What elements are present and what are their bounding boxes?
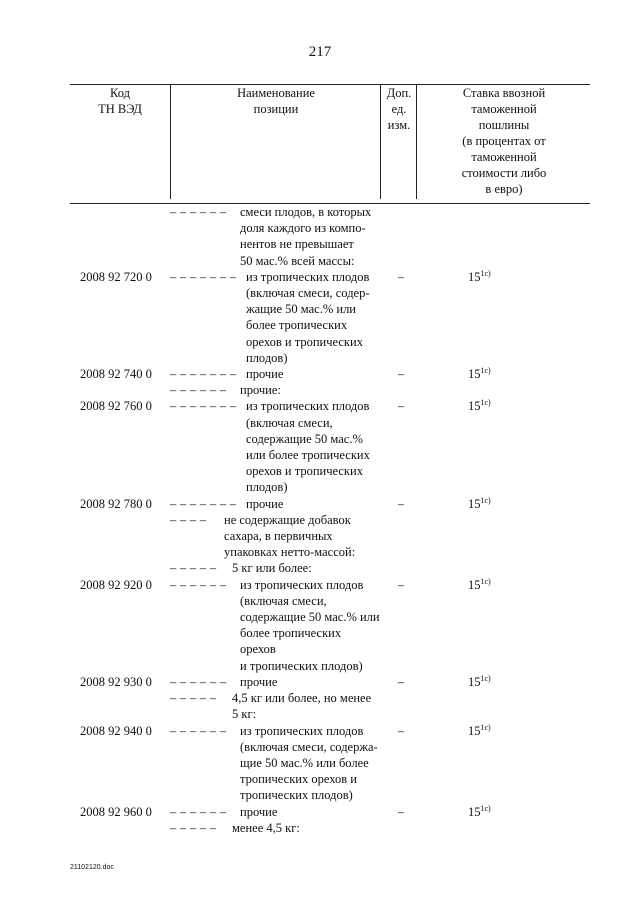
row-rate: [468, 723, 528, 739]
row-dashes: – – – – –: [170, 691, 217, 706]
row-description: [170, 269, 380, 366]
row-description: [170, 512, 380, 561]
row-code: 2008 92 780 0: [80, 496, 152, 511]
row-text: из тропических плодов (включая смеси, содер- жащие 50 мас.% или более тропических орехов и тропических плодов): [246, 269, 370, 365]
row-dashes: – – – – –: [170, 561, 217, 576]
row-description: [170, 820, 380, 836]
row-rate-value: 15: [468, 577, 481, 592]
row-unit: –: [397, 496, 405, 511]
row-rate: [468, 398, 528, 414]
row-text: из тропических плодов (включая смеси, содержа- щие 50 мас.% или более тропических орехов и тропических плодов): [240, 723, 378, 803]
header-rate-label: Ставка ввозной таможенной пошлины (в процентах от таможенной стоимости либо в евро): [461, 86, 547, 196]
row-description: [170, 204, 380, 269]
header-name-label: Наименование позиции: [237, 86, 315, 116]
row-description: [170, 674, 380, 690]
row-rate-note: 1с): [480, 366, 491, 376]
row-rate-note: 1с): [480, 803, 491, 813]
table-row: [70, 577, 590, 674]
row-rate-note: 1с): [480, 673, 491, 683]
row-rate: [468, 577, 528, 593]
row-rate-value: 15: [468, 399, 481, 414]
table-row: [70, 366, 590, 382]
row-dashes: – – – – – –: [170, 804, 227, 819]
row-code: 2008 92 740 0: [80, 367, 152, 382]
table-row: [70, 512, 590, 561]
header-rate: [416, 85, 591, 199]
header-code-label: Код ТН ВЭД: [98, 86, 142, 116]
row-rate-value: 15: [468, 804, 481, 819]
row-description: [170, 398, 380, 495]
row-rate-value: 15: [468, 269, 481, 284]
header-code: [70, 85, 170, 117]
row-code: 2008 92 920 0: [80, 577, 152, 592]
row-dashes: – – – – – – –: [170, 496, 237, 511]
row-dashes: – – – – – – –: [170, 269, 237, 284]
table-row: [70, 690, 590, 722]
row-description: [170, 560, 380, 576]
table-row: [70, 723, 590, 804]
row-rate: [468, 674, 528, 690]
row-rate-note: 1с): [480, 268, 491, 278]
row-code: 2008 92 760 0: [80, 399, 152, 414]
row-dashes: – – – – – –: [170, 383, 227, 398]
table-row: [70, 398, 590, 495]
row-code: 2008 92 720 0: [80, 269, 152, 284]
row-description: [170, 723, 380, 804]
row-unit: –: [397, 674, 405, 689]
row-description: [170, 496, 380, 512]
row-description: [170, 804, 380, 820]
row-text: 5 кг или более:: [232, 561, 312, 576]
row-rate: [468, 804, 528, 820]
table-row: [70, 204, 590, 269]
tariff-table: [70, 84, 590, 836]
row-text: прочие: [246, 367, 284, 382]
table-row: [70, 382, 590, 398]
row-code: 2008 92 930 0: [80, 674, 152, 689]
table-row: [70, 674, 590, 690]
row-dashes: – – – – –: [170, 820, 217, 835]
row-text: не содержащие добавок сахара, в первичных упаковках нетто-массой:: [224, 512, 356, 560]
page-number: 217: [308, 44, 332, 60]
row-text: прочие:: [240, 383, 281, 398]
row-rate-note: 1с): [480, 398, 491, 408]
row-code: 2008 92 960 0: [80, 804, 152, 819]
header-unit-label: Доп. ед. изм.: [386, 86, 412, 132]
row-unit: –: [397, 399, 405, 414]
row-text: из тропических плодов (включая смеси, содержащие 50 мас.% или более тропических орехов и тропических плодов): [240, 577, 380, 673]
row-unit: –: [397, 577, 405, 592]
row-unit: –: [397, 723, 405, 738]
row-rate-note: 1с): [480, 722, 491, 732]
row-rate: [468, 496, 528, 512]
row-text: менее 4,5 кг:: [232, 820, 300, 835]
row-description: [170, 366, 380, 382]
row-text: смеси плодов, в которых доля каждого из компо- нентов не превышает 50 мас.% всей массы:: [240, 205, 372, 268]
file-name: 21102120.doc: [70, 864, 114, 871]
row-rate-value: 15: [468, 674, 481, 689]
table-row: [70, 269, 590, 366]
row-text: из тропических плодов (включая смеси, содержащие 50 мас.% или более тропических орехов и тропических плодов): [246, 399, 370, 495]
row-code: 2008 92 940 0: [80, 723, 152, 738]
row-rate-value: 15: [468, 496, 481, 511]
row-rate-value: 15: [468, 367, 481, 382]
table-row: [70, 560, 590, 576]
row-description: [170, 690, 380, 722]
row-rate: [468, 269, 528, 285]
row-unit: –: [397, 367, 405, 382]
row-text: прочие: [240, 674, 278, 689]
row-text: 4,5 кг или более, но менее 5 кг:: [232, 691, 372, 722]
row-rate: [468, 366, 528, 382]
row-dashes: – – – –: [170, 512, 207, 527]
row-unit: –: [397, 269, 405, 284]
row-description: [170, 382, 380, 398]
table-row: [70, 804, 590, 820]
table-header: [70, 84, 590, 204]
header-name: [170, 85, 381, 199]
table-body: [70, 204, 590, 836]
row-dashes: – – – – – – –: [170, 367, 237, 382]
row-description: [170, 577, 380, 674]
header-unit: [380, 85, 417, 199]
row-rate-note: 1с): [480, 495, 491, 505]
row-dashes: – – – – – – –: [170, 399, 237, 414]
table-row: [70, 820, 590, 836]
row-text: прочие: [240, 804, 278, 819]
table-row: [70, 496, 590, 512]
row-rate-value: 15: [468, 723, 481, 738]
row-text: прочие: [246, 496, 284, 511]
row-dashes: – – – – – –: [170, 577, 227, 592]
row-dashes: – – – – – –: [170, 723, 227, 738]
row-dashes: – – – – – –: [170, 205, 227, 219]
row-dashes: – – – – – –: [170, 674, 227, 689]
row-rate-note: 1с): [480, 576, 491, 586]
row-unit: –: [397, 804, 405, 819]
